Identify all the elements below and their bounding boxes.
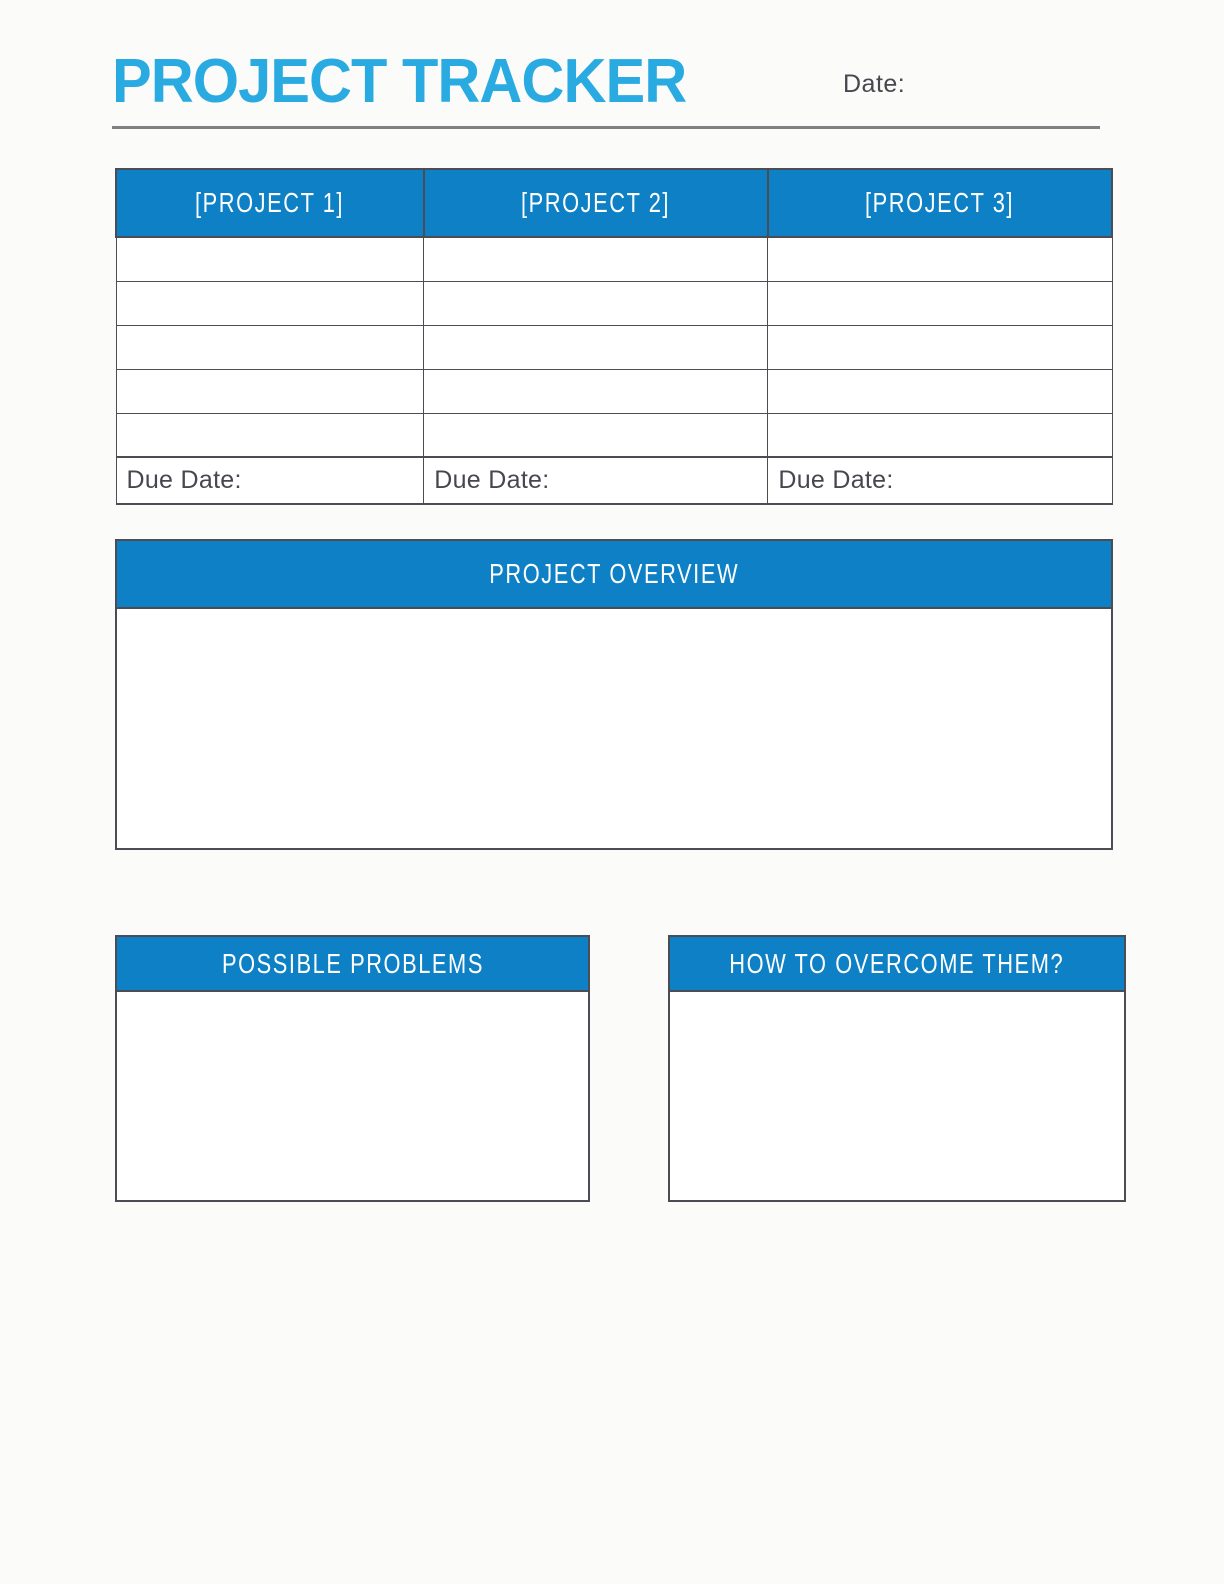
table-row	[116, 325, 1112, 369]
column-header-project-3	[768, 169, 1112, 237]
due-date-label: Due Date:	[778, 466, 894, 494]
empty-cell[interactable]	[424, 237, 768, 281]
column-header-project-2	[424, 169, 768, 237]
empty-cell[interactable]	[424, 413, 768, 457]
empty-cell[interactable]	[768, 413, 1112, 457]
empty-cell[interactable]	[116, 325, 424, 369]
empty-cell[interactable]	[768, 369, 1112, 413]
column-header-label: [PROJECT 2]	[521, 187, 671, 218]
project-overview-title: PROJECT OVERVIEW	[489, 558, 739, 589]
empty-cell[interactable]	[116, 369, 424, 413]
due-date-cell-project-2[interactable]	[424, 457, 768, 504]
date-label: Date:	[843, 70, 906, 98]
header-divider	[112, 126, 1100, 129]
empty-cell[interactable]	[424, 369, 768, 413]
overcome-section	[668, 935, 1126, 1202]
empty-cell[interactable]	[768, 325, 1112, 369]
empty-cell[interactable]	[768, 237, 1112, 281]
table-header-row	[116, 169, 1112, 237]
overcome-title: HOW TO OVERCOME THEM?	[729, 947, 1065, 979]
possible-problems-title: POSSIBLE PROBLEMS	[221, 947, 484, 979]
empty-cell[interactable]	[768, 281, 1112, 325]
due-date-label: Due Date:	[434, 466, 550, 494]
table-row	[116, 281, 1112, 325]
due-date-cell-project-1[interactable]	[116, 457, 424, 504]
column-header-label: [PROJECT 1]	[195, 187, 345, 218]
table-row	[116, 413, 1112, 457]
empty-cell[interactable]	[116, 237, 424, 281]
overcome-writing-area[interactable]	[668, 992, 1126, 1202]
possible-problems-writing-area[interactable]	[115, 992, 590, 1202]
empty-cell[interactable]	[116, 413, 424, 457]
table-row	[116, 237, 1112, 281]
column-header-project-1	[116, 169, 424, 237]
project-overview-section	[115, 539, 1113, 850]
projects-table	[115, 168, 1113, 505]
empty-cell[interactable]	[424, 281, 768, 325]
column-header-label: [PROJECT 3]	[865, 187, 1015, 218]
project-overview-header	[115, 539, 1113, 609]
overcome-header	[668, 935, 1126, 992]
empty-cell[interactable]	[424, 325, 768, 369]
possible-problems-section	[115, 935, 590, 1202]
due-date-row	[116, 457, 1112, 504]
due-date-label: Due Date:	[126, 466, 242, 494]
page-title: PROJECT TRACKER	[112, 47, 687, 116]
empty-cell[interactable]	[116, 281, 424, 325]
due-date-cell-project-3[interactable]	[768, 457, 1112, 504]
table-row	[116, 369, 1112, 413]
project-table-empty-rows	[116, 237, 1112, 457]
possible-problems-header	[115, 935, 590, 992]
project-overview-writing-area[interactable]	[115, 609, 1113, 850]
